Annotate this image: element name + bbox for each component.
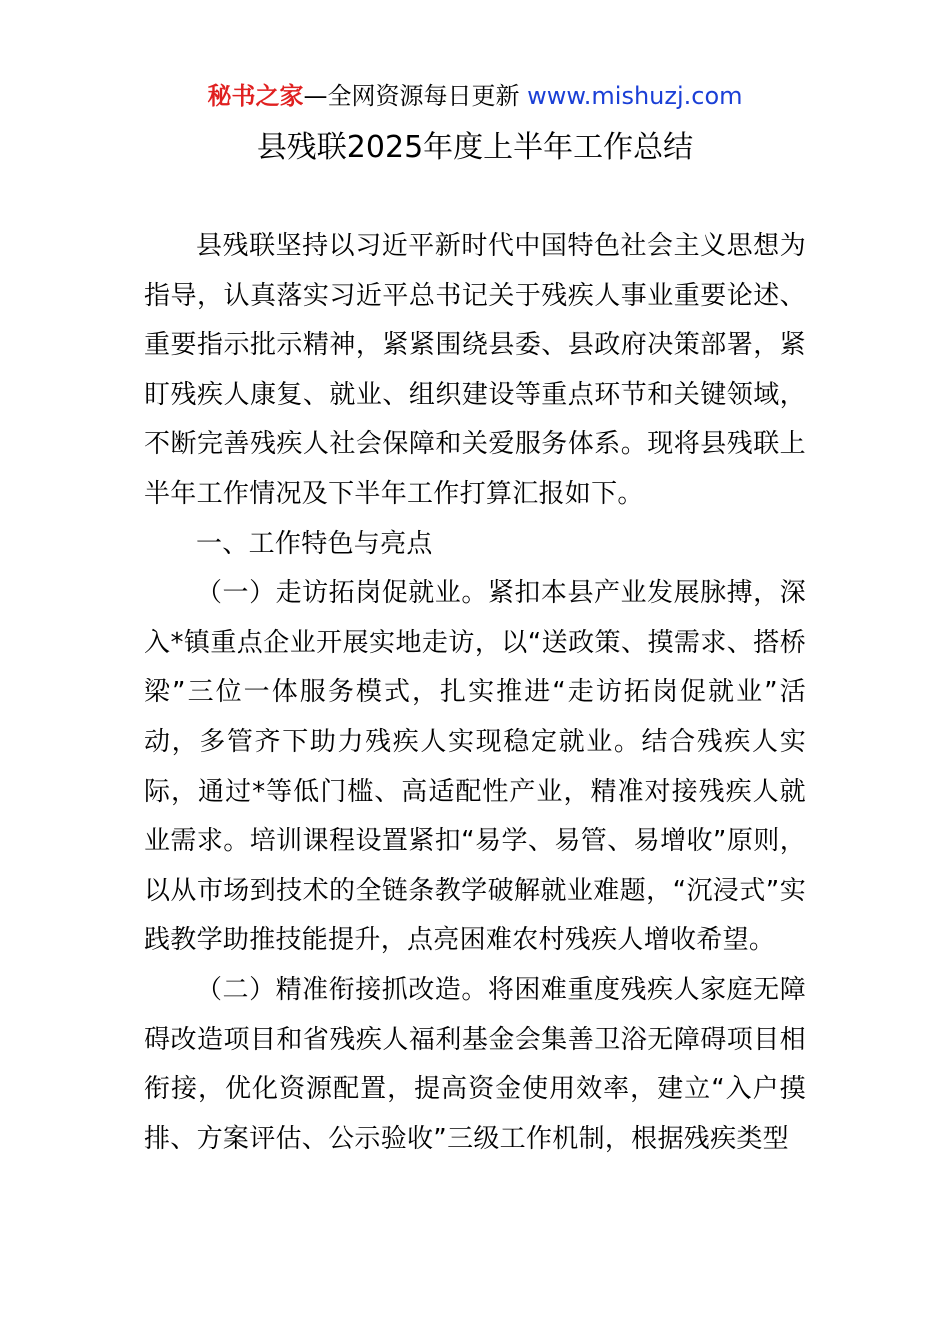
intro-paragraph: 县残联坚持以习近平新时代中国特色社会主义思想为指导，认真落实习近平总书记关于残疾人事业重要论述、重要指示批示精神，紧紧围绕县委、县政府决策部署，紧盯残疾人康复、就业、组织建设等重点环节和关键领域，不断完善残疾人社会保障和关爱服务体系。现将县残联上半年工作情况及下半年工作打算汇报如下。	[144, 231, 806, 509]
site-brand: 秘书之家	[207, 82, 304, 110]
document-title: 县残联2025年度上半年工作总结	[256, 130, 694, 165]
body-paragraph: （二）精准衔接抓改造。将困难重度残疾人家庭无障碍改造项目和省残疾人福利基金会集善卫浴无障碍项目相衔接，优化资源配置，提高资金使用效率，建立“入户摸排、方案评估、公示验收”三级工作机制，根据残疾类型	[144, 974, 806, 1154]
body-paragraph: （一）走访拓岗促就业。紧扣本县产业发展脉搏，深入*镇重点企业开展实地走访，以“送政策、摸需求、搭桥梁”三位一体服务模式，扎实推进“走访拓岗促就业”活动，多管齐下助力残疾人实现稳定就业。结合残疾人实际，通过*等低门槛、高适配性产业，精准对接残疾人就业需求。培训课程设置紧扣“易学、易管、易增收”原则，以从市场到技术的全链条教学破解就业难题，“沉浸式”实践教学助推技能提升，点亮困难农村残疾人增收希望。	[144, 578, 806, 956]
site-tagline: —全网资源每日更新	[303, 82, 528, 110]
site-header	[0, 80, 950, 112]
site-url-link[interactable]: www.mishuzj.com	[527, 82, 743, 110]
section-heading: 一、工作特色与亮点	[196, 528, 433, 559]
document-body	[144, 222, 806, 1164]
